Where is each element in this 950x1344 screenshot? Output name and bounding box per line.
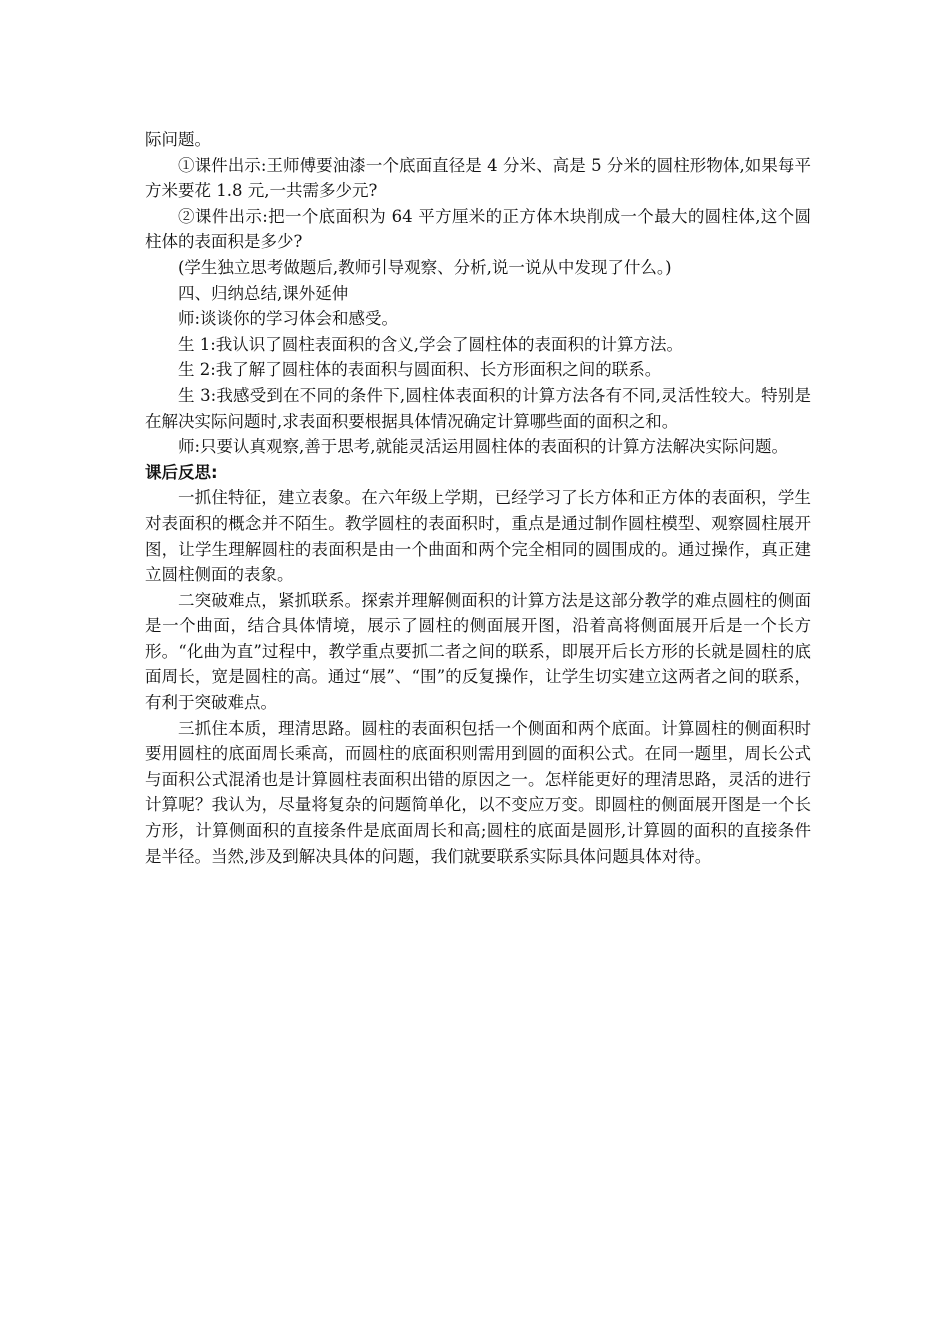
paragraph-exercise-1: ①课件出示:王师傅要油漆一个底面直径是 4 分米、高是 5 分米的圆柱形物体,如果每平方米要花 1.8 元,一共需多少元?: [145, 155, 811, 201]
document-page: [145, 127, 811, 869]
paragraph-exercise-2: ②课件出示:把一个底面积为 64 平方厘米的正方体木块削成一个最大的圆柱体,这个圆柱体的表面积是多少?: [145, 206, 811, 252]
paragraph-teacher-2: 师:只要认真观察,善于思考,就能灵活运用圆柱体的表面积的计算方法解决实际问题。: [178, 437, 789, 457]
paragraph-teacher-1: 师:谈谈你的学习体会和感受。: [178, 309, 399, 329]
section-heading-summary: 四、归纳总结,课外延伸: [178, 283, 349, 303]
reflection-paragraph-2: 二突破难点，紧抓联系。探索并理解侧面积的计算方法是这部分教学的难点圆柱的侧面是一个曲面，结合具体情境，展示了圆柱的侧面展开图，沿着高将侧面展开后是一个长方形。“化曲为直”过程中，教学重点要抓二者之间的联系，即展开后长方形的长就是圆柱的底面周长，宽是圆柱的高。通过“展”、“围”的反复操作，让学生切实建立这两者之间的联系，有利于突破难点。: [145, 590, 811, 713]
reflection-paragraph-1: 一抓住特征，建立表象。在六年级上学期，已经学习了长方体和正方体的表面积，学生对表面积的概念并不陌生。教学圆柱的表面积时，重点是通过制作圆柱模型、观察圆柱展开图，让学生理解圆柱的表面积是由一个曲面和两个完全相同的圆围成的。通过操作，真正建立圆柱侧面的表象。: [145, 488, 811, 585]
paragraph-student-2: 生 2:我了解了圆柱体的表面积与圆面积、长方形面积之间的联系。: [178, 360, 662, 380]
paragraph-continuation: 际问题。: [145, 130, 211, 149]
reflection-heading: 课后反思:: [145, 462, 218, 482]
paragraph-student-1: 生 1:我认识了圆柱表面积的含义,学会了圆柱体的表面积的计算方法。: [178, 334, 684, 354]
paragraph-instruction: (学生独立思考做题后,教师引导观察、分析,说一说从中发现了什么。): [178, 257, 672, 277]
paragraph-student-3: 生 3:我感受到在不同的条件下,圆柱体表面积的计算方法各有不同,灵活性较大。特别是在解决实际问题时,求表面积要根据具体情况确定计算哪些面的面积之和。: [145, 385, 811, 431]
reflection-paragraph-3: 三抓住本质，理清思路。圆柱的表面积包括一个侧面和两个底面。计算圆柱的侧面积时要用圆柱的底面周长乘高，而圆柱的底面积则需用到圆的面积公式。在同一题里，周长公式与面积公式混淆也是计算圆柱表面积出错的原因之一。怎样能更好的理清思路，灵活的进行计算呢？我认为，尽量将复杂的问题简单化，以不变应万变。即圆柱的侧面展开图是一个长方形，计算侧面积的直接条件是底面周长和高;圆柱的底面是圆形,计算圆的面积的直接条件是半径。当然,涉及到解决具体的问题，我们就要联系实际具体问题具体对待。: [145, 718, 811, 866]
